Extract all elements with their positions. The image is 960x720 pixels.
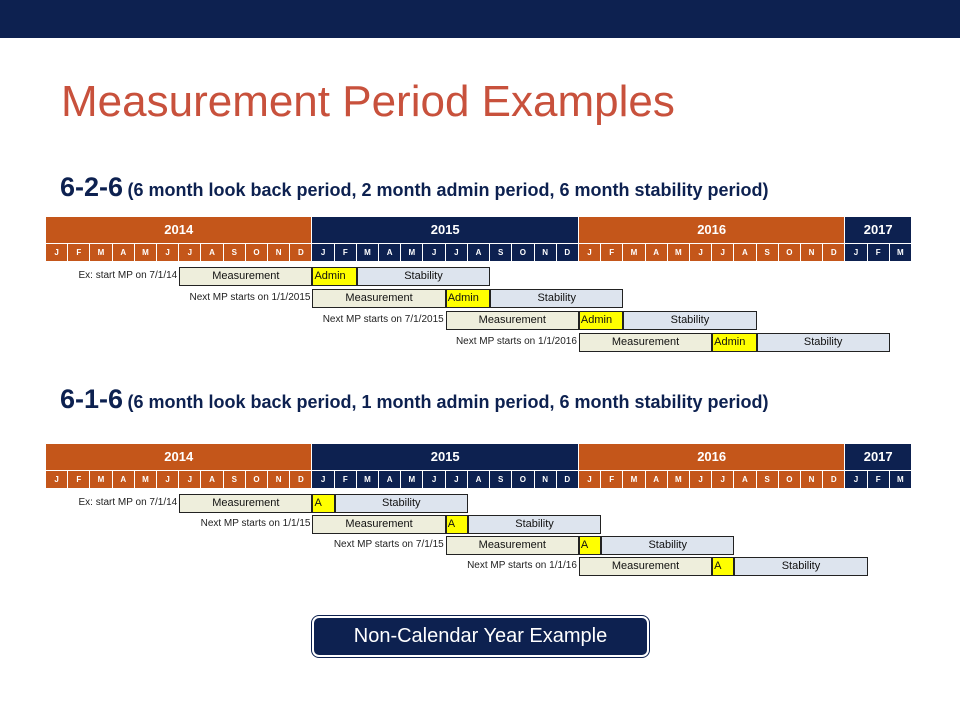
- measurement-period-bar: Measurement: [446, 311, 579, 330]
- month-header: J: [312, 471, 334, 488]
- month-header: J: [690, 471, 712, 488]
- admin-period-bar: Admin: [579, 311, 623, 330]
- year-header-2014: 2014: [46, 217, 312, 243]
- month-header: J: [157, 471, 179, 488]
- month-header: A: [646, 471, 668, 488]
- month-header: F: [335, 244, 357, 261]
- month-header: A: [646, 244, 668, 261]
- example-heading-616: [60, 384, 769, 415]
- month-header: A: [468, 471, 490, 488]
- month-header: J: [46, 244, 68, 261]
- year-header-2017: 2017: [845, 444, 912, 470]
- month-header: A: [468, 244, 490, 261]
- year-header-2015: 2015: [312, 444, 578, 470]
- month-header: J: [845, 244, 867, 261]
- period-row-label: Ex: start MP on 7/1/14: [78, 497, 178, 508]
- top-banner: [0, 0, 960, 38]
- stability-period-bar: Stability: [357, 267, 490, 286]
- month-header: A: [379, 471, 401, 488]
- measurement-period-bar: Measurement: [579, 333, 712, 352]
- period-row-label: Next MP starts on 1/1/15: [200, 518, 311, 529]
- month-header: M: [890, 244, 912, 261]
- month-header: A: [113, 244, 135, 261]
- admin-period-bar: A: [579, 536, 601, 555]
- admin-period-bar: A: [312, 494, 334, 513]
- month-header: O: [779, 471, 801, 488]
- month-header: N: [268, 244, 290, 261]
- month-header: O: [246, 471, 268, 488]
- month-header: J: [579, 244, 601, 261]
- month-header-row: [46, 471, 912, 488]
- month-header: F: [868, 244, 890, 261]
- month-header-row: [46, 244, 912, 261]
- month-header: F: [601, 244, 623, 261]
- period-row-label: Next MP starts on 1/1/16: [467, 560, 577, 571]
- month-header: J: [423, 244, 445, 261]
- month-header: D: [823, 244, 845, 261]
- month-header: M: [90, 471, 112, 488]
- month-header: A: [734, 471, 756, 488]
- year-header-2016: 2016: [579, 444, 845, 470]
- month-header: J: [179, 471, 201, 488]
- period-row-label: Next MP starts on 1/1/2015: [189, 292, 311, 303]
- month-header: M: [135, 471, 157, 488]
- month-header: N: [535, 244, 557, 261]
- month-header: F: [68, 244, 90, 261]
- stability-period-bar: Stability: [490, 289, 623, 308]
- month-header: O: [512, 244, 534, 261]
- example-description: (6 month look back period, 2 month admin period, 6 month stability period): [127, 180, 769, 200]
- example-heading-626: [60, 172, 769, 203]
- month-header: M: [668, 471, 690, 488]
- month-header: N: [801, 244, 823, 261]
- year-header-row: [46, 217, 912, 243]
- month-header: F: [68, 471, 90, 488]
- measurement-period-bar: Measurement: [446, 536, 579, 555]
- measurement-period-bar: Measurement: [312, 289, 445, 308]
- stability-period-bar: Stability: [335, 494, 468, 513]
- slide-title: Measurement Period Examples: [61, 77, 675, 126]
- stability-period-bar: Stability: [757, 333, 890, 352]
- year-header-2015: 2015: [312, 217, 578, 243]
- admin-period-bar: A: [712, 557, 734, 576]
- month-header: N: [535, 471, 557, 488]
- month-header: J: [446, 471, 468, 488]
- month-header: F: [601, 471, 623, 488]
- stability-period-bar: Stability: [601, 536, 734, 555]
- example-code: 6-2-6: [60, 172, 124, 202]
- month-header: F: [335, 471, 357, 488]
- admin-period-bar: Admin: [712, 333, 756, 352]
- month-header: M: [401, 471, 423, 488]
- month-header: S: [224, 244, 246, 261]
- month-header: D: [557, 471, 579, 488]
- month-header: F: [868, 471, 890, 488]
- period-row-label: Next MP starts on 7/1/15: [333, 539, 444, 550]
- measurement-period-bar: Measurement: [312, 515, 445, 534]
- month-header: D: [290, 244, 312, 261]
- period-row-label: Next MP starts on 7/1/2015: [322, 314, 444, 325]
- month-header: S: [757, 471, 779, 488]
- example-code: 6-1-6: [60, 384, 124, 414]
- month-header: D: [290, 471, 312, 488]
- year-header-row: [46, 444, 912, 470]
- stability-period-bar: Stability: [623, 311, 756, 330]
- month-header: M: [401, 244, 423, 261]
- month-header: A: [113, 471, 135, 488]
- month-header: J: [157, 244, 179, 261]
- month-header: D: [557, 244, 579, 261]
- month-header: N: [801, 471, 823, 488]
- year-header-2014: 2014: [46, 444, 312, 470]
- measurement-period-bar: Measurement: [179, 267, 312, 286]
- month-header: M: [357, 244, 379, 261]
- month-header: M: [668, 244, 690, 261]
- month-header: O: [779, 244, 801, 261]
- measurement-period-bar: Measurement: [179, 494, 312, 513]
- year-header-2016: 2016: [579, 217, 845, 243]
- admin-period-bar: Admin: [312, 267, 356, 286]
- month-header: J: [712, 471, 734, 488]
- month-header: S: [490, 244, 512, 261]
- period-row-label: Ex: start MP on 7/1/14: [78, 270, 178, 281]
- month-header: J: [423, 471, 445, 488]
- period-row-label: Next MP starts on 1/1/2016: [455, 336, 577, 347]
- month-header: S: [757, 244, 779, 261]
- example-description: (6 month look back period, 1 month admin period, 6 month stability period): [127, 392, 769, 412]
- month-header: S: [490, 471, 512, 488]
- month-header: M: [357, 471, 379, 488]
- month-header: M: [890, 471, 912, 488]
- month-header: S: [224, 471, 246, 488]
- month-header: J: [46, 471, 68, 488]
- month-header: M: [623, 471, 645, 488]
- admin-period-bar: A: [446, 515, 468, 534]
- month-header: A: [734, 244, 756, 261]
- month-header: O: [246, 244, 268, 261]
- month-header: M: [135, 244, 157, 261]
- admin-period-bar: Admin: [446, 289, 490, 308]
- month-header: J: [179, 244, 201, 261]
- month-header: A: [379, 244, 401, 261]
- stability-period-bar: Stability: [734, 557, 867, 576]
- month-header: J: [579, 471, 601, 488]
- month-header: A: [201, 244, 223, 261]
- month-header: D: [823, 471, 845, 488]
- month-header: J: [712, 244, 734, 261]
- month-header: M: [90, 244, 112, 261]
- month-header: A: [201, 471, 223, 488]
- measurement-period-bar: Measurement: [579, 557, 712, 576]
- month-header: N: [268, 471, 290, 488]
- stability-period-bar: Stability: [468, 515, 601, 534]
- month-header: J: [845, 471, 867, 488]
- non-calendar-year-example-button[interactable]: Non-Calendar Year Example: [312, 616, 649, 657]
- year-header-2017: 2017: [845, 217, 912, 243]
- month-header: O: [512, 471, 534, 488]
- month-header: J: [690, 244, 712, 261]
- month-header: J: [312, 244, 334, 261]
- month-header: J: [446, 244, 468, 261]
- month-header: M: [623, 244, 645, 261]
